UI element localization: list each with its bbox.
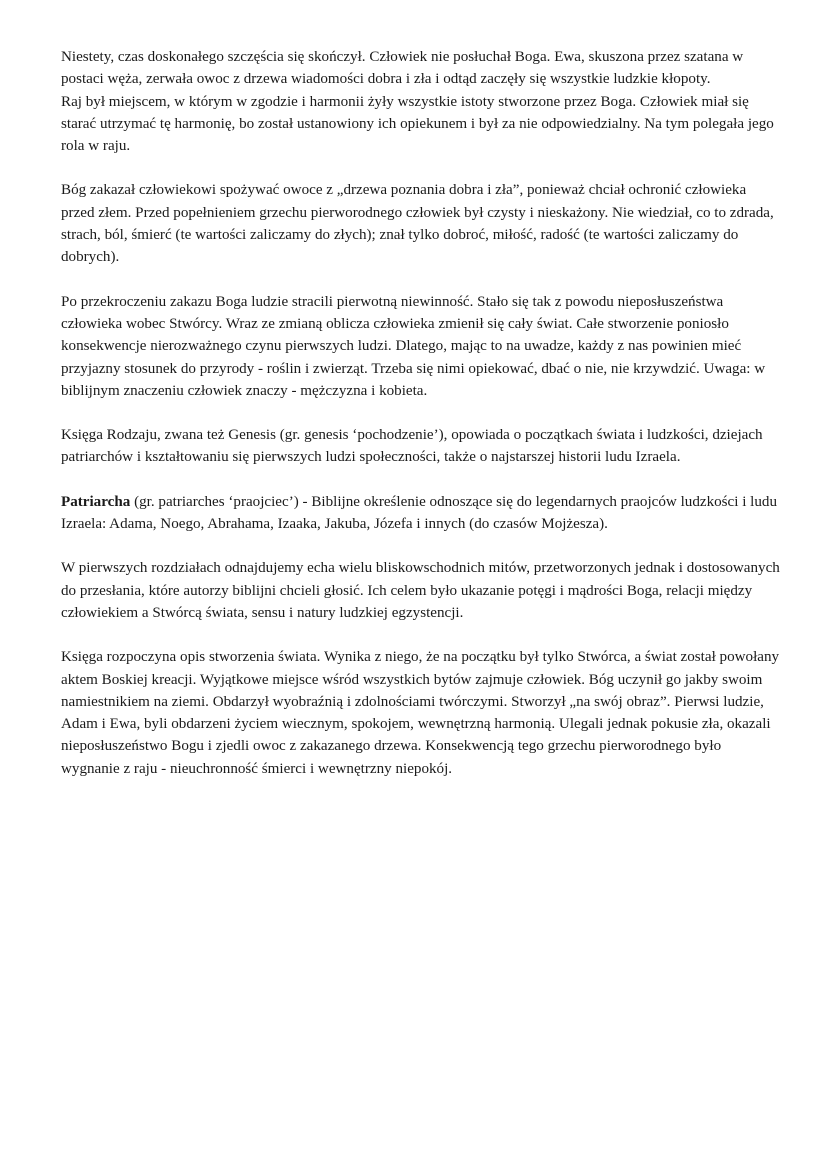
paragraph-lost-happiness: Niestety, czas doskonałego szczęścia się skończył. Człowiek nie posłuchał Boga. Ewa, skuszona przez szatana w postaci węża, zerwała owoc z drzewa wiadomości dobra i zła i odtąd zaczęły się wszystkie ludzkie kłopoty. [61,49,744,88]
term-patriarcha: Patriarcha [61,493,131,510]
paragraph-myths: W pierwszych rozdziałach odnajdujemy echa wielu bliskowschodnich mitów, przetworzonych jednak i dostosowanych do przesłania, które autorzy biblijni chcieli głosić. Ich celem było ukazanie potęgi i mądrości Boga, relacji między człowiekiem a Stwórcą świata, sensu i natury ludzkiej egzystencji. [61,560,780,621]
patriarch-definition-text: (gr. patriarches ‘praojciec’) - Biblijne określenie odnoszące się do legendarnych praojców ludzkości i ludu Izraela: Adama, Noego, Abrahama, Izaaka, Jakuba, Józefa i innych (do czasów Mojżesza). [61,493,778,533]
paragraph-lost-innocence: Po przekroczeniu zakazu Boga ludzie stracili pierwotną niewinność. Stało się tak z powodu nieposłuszeństwa człowieka wobec Stwórcy. Wraz ze zmianą oblicza człowieka zmienił się cały świat. Całe stworzenie poniosło konsekwencje nierozważnego czynu pierwszych ludzi. Dlatego, mając to na uwadze, każdy z nas powinien mieć przyjazny stosunek do przyrody - roślin i zwierząt. Trzeba się nimi opiekować, dbać o nie, nie krzywdzić. Uwaga: w biblijnym znaczeniu człowiek znaczy - mężczyzna i kobieta. [61,293,766,399]
paragraph-genesis: Księga Rodzaju, zwana też Genesis (gr. genesis ‘pochodzenie’), opowiada o początkach świata i ludzkości, dziejach patriarchów i kształtowaniu się pierwszych ludzi społeczności, także o najstarszej historii ludu Izraela. [61,427,763,466]
document-page [61,46,781,802]
paragraph-patriarch-definition [61,491,781,536]
paragraph-forbidden-tree: Bóg zakazał człowiekowi spożywać owoce z „drzewa poznania dobra i zła”, ponieważ chciał ochronić człowieka przed złem. Przed popełnieniem grzechu pierworodnego człowiek był czysty i nieskażony. Nie wiedział, co to zdrada, strach, ból, śmierć (te wartości zaliczamy do złych); znał tylko dobroć, miłość, radość (te wartości zaliczamy do dobrych). [61,182,774,266]
paragraph-creation: Księga rozpoczyna opis stworzenia świata. Wynika z niego, że na początku był tylko Stwórca, a świat został powołany aktem Boskiej kreacji. Wyjątkowe miejsce wśród wszystkich bytów zajmuje człowiek. Bóg uczynił go jakby swoim namiestnikiem na ziemi. Obdarzył wyobraźnią i zdolnościami twórczymi. Stworzył „na swój obraz”. Pierwsi ludzie, Adam i Ewa, byli obdarzeni życiem wiecznym, spokojem, wewnętrzną harmonią. Ulegali jednak pokusie zła, okazali nieposłuszeństwo Bogu i zjedli owoc z zakazanego drzewa. Konsekwencją tego grzechu pierworodnego było wygnanie z raju - nieuchronność śmierci i wewnętrzny niepokój. [61,649,780,777]
paragraph-paradise: Raj był miejscem, w którym w zgodzie i harmonii żyły wszystkie istoty stworzone przez Boga. Człowiek miał się starać utrzymać tę harmonię, bo został ustanowiony ich opiekunem i był za nie odpowiedzialny. Na tym polegała jego rola w raju. [61,93,774,155]
